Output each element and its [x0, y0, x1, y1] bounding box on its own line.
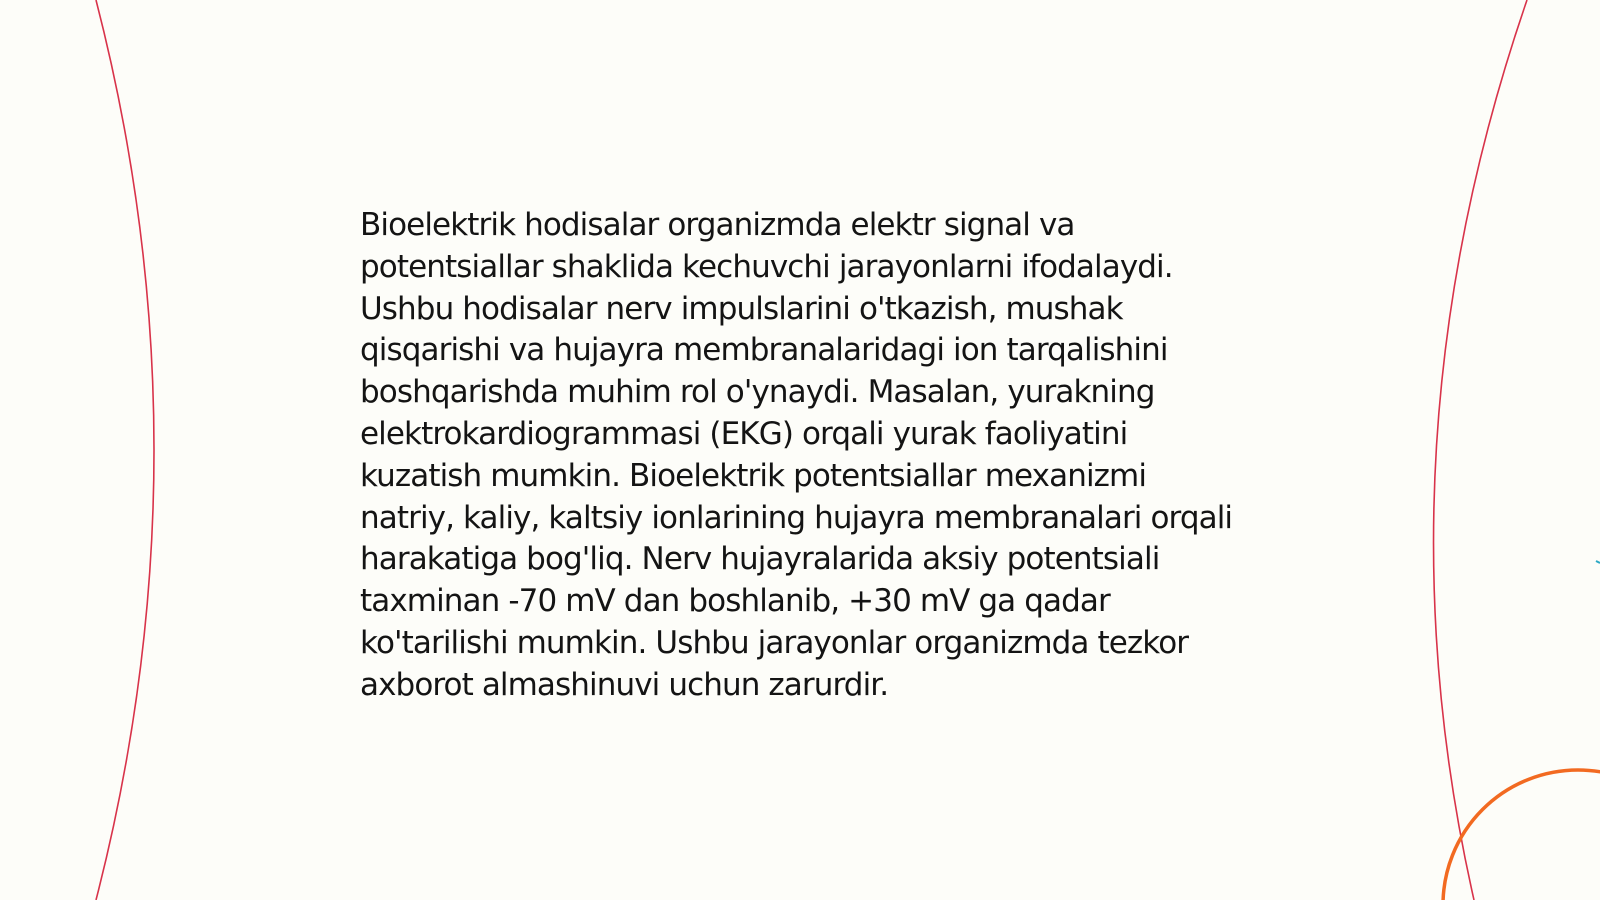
teal-accent-decoration	[1596, 561, 1600, 563]
left-arc-decoration	[96, 0, 154, 900]
orange-circle-decoration	[1443, 770, 1600, 900]
right-arc-decoration	[1434, 0, 1527, 900]
slide-body-paragraph: Bioelektrik hodisalar organizmda elektr signal va potentsiallar shaklida kechuvchi jarayonlarni ifodalaydi. Ushbu hodisalar nerv impulslarini o'tkazish, mushak qisqarishi va hujayra membranalaridagi ion tarqalishini boshqarishda muhim rol o'ynaydi. Masalan, yurakning elektrokardiogrammasi (EKG) orqali yurak faoliyatini kuzatish mumkin. Bioelektrik potentsiallar mexanizmi natriy, kaliy, kaltsiy ionlarining hujayra membranalari orqali harakatiga bog'liq. Nerv hujayralarida aksiy potentsiali taxminan -70 mV dan boshlanib, +30 mV ga qadar ko'tarilishi mumkin. Ushbu jarayonlar organizmda tezkor axborot almashinuvi uchun zarurdir.	[360, 207, 1233, 703]
